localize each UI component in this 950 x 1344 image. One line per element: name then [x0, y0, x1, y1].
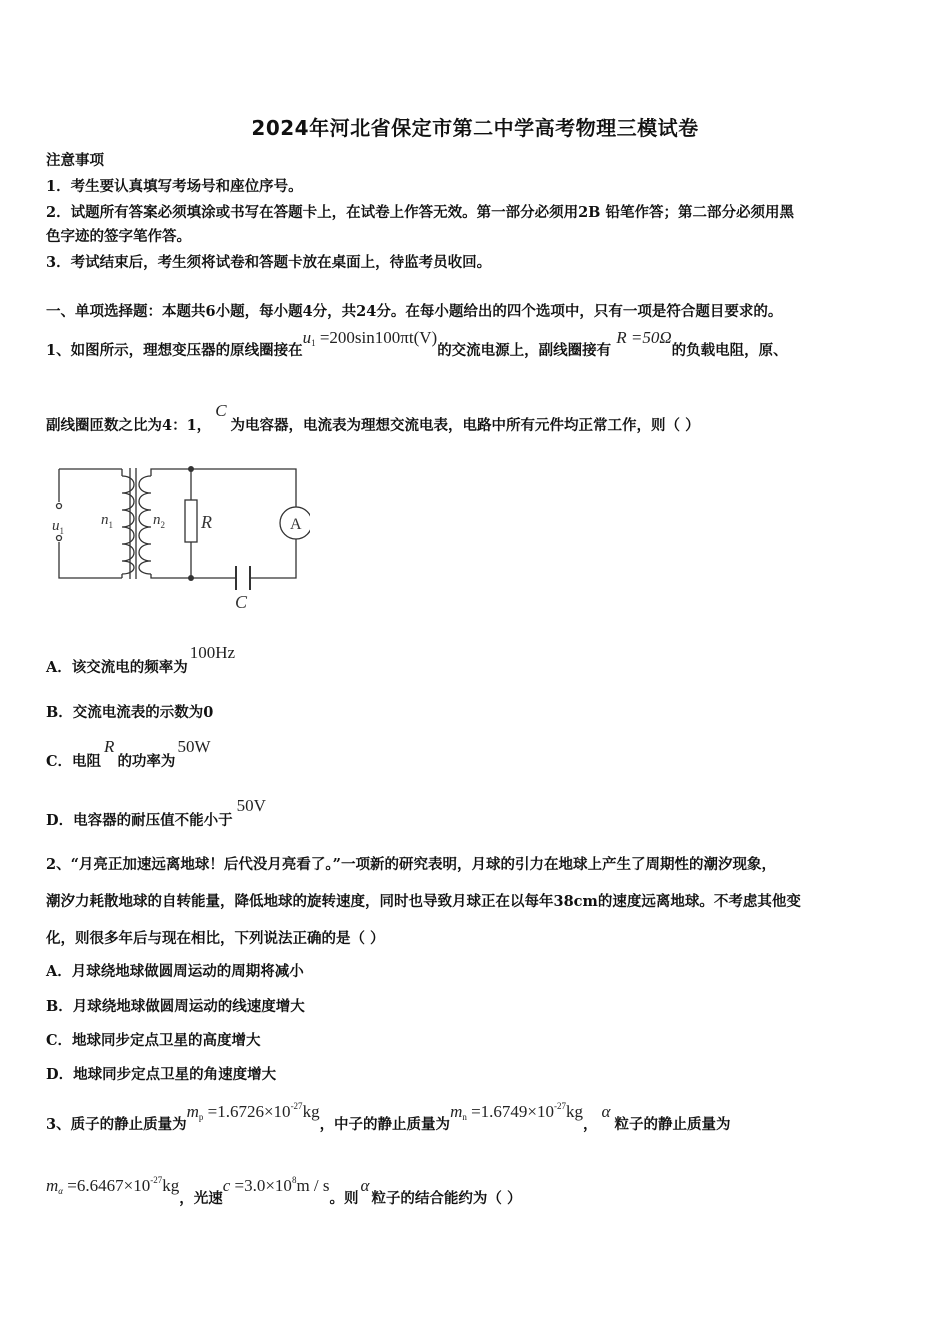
- q1-option-c: C．电阻R的功率为50W: [46, 737, 211, 770]
- label-ammeter: A: [290, 516, 302, 533]
- page-title: 2024年河北省保定市第二中学高考物理三模试卷: [251, 116, 699, 140]
- q1-stem-c: 的负载电阻，原、: [671, 342, 788, 359]
- q1-option-d-value: 50V: [236, 796, 266, 815]
- q2-option-d: D．地球同步定点卫星的角速度增大: [46, 1066, 277, 1083]
- section-heading: 一、单项选择题：本题共6小题，每小题4分，共24分。在每小题给出的四个选项中，只有一项是符合题目要求的。: [46, 303, 783, 320]
- label-n1: $n_1$: [101, 512, 113, 530]
- q2-stem-line1: 2、“月亮正加速远离地球！后代没月亮看了。”一项新的研究表明，月球的引力在地球上产生了周期性的潮汐现象，: [46, 856, 777, 873]
- q1-option-a-value: 100Hz: [189, 643, 236, 662]
- q1-option-a: A．该交流电的频率为100Hz: [46, 643, 236, 676]
- question-1-stem-line1: [46, 328, 788, 360]
- q1-symbol-c: C: [215, 401, 227, 420]
- q1-formula-r: R =50Ω: [616, 328, 672, 347]
- transformer-circuit-diagram: [50, 462, 310, 617]
- notice-heading: 注意事项: [46, 152, 104, 169]
- q3-alpha-mass: $m_\alpha =6.6467\times 10^{-27}kg$: [46, 1175, 180, 1196]
- notice-item-2: 2．试题所有答案必须填涂或书写在答题卡上，在试卷上作答无效。第一部分必须用2B 铅笔作答；第二部分必须用黑: [46, 204, 794, 221]
- q1-stem-a: 1、如图所示，理想变压器的原线圈接在: [46, 342, 303, 359]
- label-resistor: R: [201, 512, 212, 532]
- q2-option-a: A．月球绕地球做圆周运动的周期将减小: [46, 963, 304, 980]
- notice-item-2-cont: 色字迹的签字笔作答。: [46, 228, 191, 245]
- q3-alpha-symbol: α: [601, 1102, 611, 1121]
- q3-neutron-mass: $m_n =1.6749\times 10^{-27}kg$: [450, 1101, 584, 1122]
- label-capacitor: C: [235, 592, 248, 612]
- q1-option-c-symbol: R: [104, 737, 115, 756]
- q1-stem-d: 副线圈匝数之比为4：1，: [46, 417, 212, 434]
- q1-stem-b: 的交流电源上，副线圈接有: [437, 342, 612, 359]
- notice-item-1: 1．考生要认真填写考场号和座位序号。: [46, 178, 303, 195]
- q3-stem-line2: $m_\alpha =6.6467\times 10^{-27}kg$，光速$c =3.0\times 10^8m / s$。则α粒子的结合能约为（ ）: [46, 1175, 522, 1207]
- q1-stem-e: 为电容器，电流表为理想交流电表，电路中所有元件均正常工作，则（ ）: [230, 417, 700, 434]
- q3-light-speed: $c =3.0\times 10^8m / s$: [222, 1175, 330, 1195]
- notice-item-3: 3．考试结束后，考生须将试卷和答题卡放在桌面上，待监考员收回。: [46, 254, 492, 271]
- question-1-stem-line2: [46, 401, 700, 434]
- q3-proton-mass: $m_p =1.6726\times 10^{-27}kg$: [186, 1101, 320, 1122]
- q2-stem-line3: 化，则很多年后与现在相比，下列说法正确的是（ ）: [46, 930, 385, 947]
- q1-formula-u: $u_1 =200\sin 100\pi t(V)$: [302, 328, 438, 348]
- q2-option-c: C．地球同步定点卫星的高度增大: [46, 1032, 261, 1049]
- q2-stem-line2: 潮汐力耗散地球的自转能量，降低地球的旋转速度，同时也导致月球正在以每年38cm的速度远离地球。不考虑其他变: [46, 893, 801, 910]
- q3-stem-line1: 3、质子的静止质量为$m_p =1.6726\times 10^{-27}kg$，中子的静止质量为$m_n =1.6749\times 10^{-27}kg$，α粒子的静止质量为: [46, 1101, 731, 1133]
- q2-option-b: B．月球绕地球做圆周运动的线速度增大: [46, 998, 305, 1015]
- q1-option-d: D．电容器的耐压值不能小于50V: [46, 796, 266, 829]
- q3-alpha-symbol-2: α: [360, 1176, 370, 1195]
- label-n2: $n_2$: [153, 512, 165, 530]
- label-u1: $u_1$: [52, 518, 64, 536]
- q1-option-b: B．交流电流表的示数为0: [46, 704, 214, 721]
- q1-option-c-value: 50W: [177, 737, 211, 756]
